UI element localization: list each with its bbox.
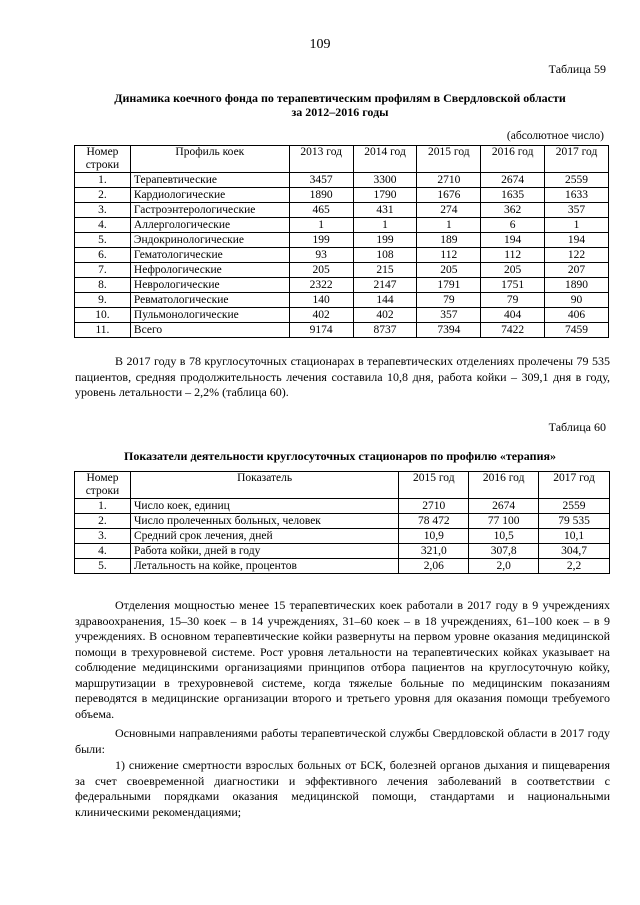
table-cell: 8737 <box>353 323 417 338</box>
table-cell: 1890 <box>289 188 353 203</box>
table-row <box>75 559 610 574</box>
table-59 <box>74 145 609 338</box>
table-cell: 465 <box>289 203 353 218</box>
table-cell: Пульмонологические <box>130 308 289 323</box>
table-cell: 402 <box>289 308 353 323</box>
table-row <box>75 218 609 233</box>
table-cell: 9174 <box>289 323 353 338</box>
paragraph-3: Основными направлениями работы терапевтической службы Свердловской области в 2017 году были: <box>75 726 610 756</box>
table-cell: 78 472 <box>399 514 469 529</box>
table-cell: 1633 <box>545 188 609 203</box>
table-cell: 199 <box>289 233 353 248</box>
table-59-header-cell: Профиль коек <box>130 146 289 173</box>
table-cell: 205 <box>481 263 545 278</box>
table-cell: Эндокринологические <box>130 233 289 248</box>
table-cell: 3457 <box>289 173 353 188</box>
table-cell: Работа койки, дней в году <box>130 544 398 559</box>
table-cell: 108 <box>353 248 417 263</box>
table-cell: 2710 <box>417 173 481 188</box>
table-row <box>75 308 609 323</box>
table-cell: 189 <box>417 233 481 248</box>
table-row <box>75 323 609 338</box>
table-59-label: Таблица 59 <box>548 62 606 76</box>
table-cell: 1. <box>75 173 131 188</box>
table-60-title: Показатели деятельности круглосуточных стационаров по профилю «терапия» <box>124 449 556 463</box>
table-cell: 304,7 <box>539 544 610 559</box>
table-59-header-cell: 2016 год <box>481 146 545 173</box>
table-cell: 79 <box>481 293 545 308</box>
table-cell: Кардиологические <box>130 188 289 203</box>
table-cell: 1676 <box>417 188 481 203</box>
table-cell: 2559 <box>539 499 610 514</box>
table-cell: Летальность на койке, процентов <box>130 559 398 574</box>
table-cell: 2,2 <box>539 559 610 574</box>
table-row <box>75 188 609 203</box>
table-row <box>75 263 609 278</box>
table-cell: 1635 <box>481 188 545 203</box>
table-cell: 93 <box>289 248 353 263</box>
table-cell: Гематологические <box>130 248 289 263</box>
table-cell: 1. <box>75 499 131 514</box>
table-60-header-cell: Номер строки <box>75 472 131 499</box>
table-cell: 3. <box>75 529 131 544</box>
table-cell: Неврологические <box>130 278 289 293</box>
table-60-label: Таблица 60 <box>548 420 606 434</box>
table-cell: 144 <box>353 293 417 308</box>
table-cell: 1 <box>545 218 609 233</box>
table-cell: 2559 <box>545 173 609 188</box>
table-cell: 357 <box>417 308 481 323</box>
table-59-unit-note: (абсолютное число) <box>506 130 604 142</box>
table-cell: Число пролеченных больных, человек <box>130 514 398 529</box>
table-cell: Нефрологические <box>130 263 289 278</box>
table-cell: 10,5 <box>469 529 539 544</box>
table-cell: 4. <box>75 544 131 559</box>
table-row <box>75 529 610 544</box>
table-cell: 402 <box>353 308 417 323</box>
table-cell: 2,06 <box>399 559 469 574</box>
table-cell: 6. <box>75 248 131 263</box>
table-cell: 140 <box>289 293 353 308</box>
table-row <box>75 293 609 308</box>
page-number: 109 <box>309 37 331 52</box>
table-cell: 3300 <box>353 173 417 188</box>
table-cell: 7394 <box>417 323 481 338</box>
table-row <box>75 203 609 218</box>
table-cell: 7459 <box>545 323 609 338</box>
table-cell: 79 535 <box>539 514 610 529</box>
table-cell: 321,0 <box>399 544 469 559</box>
table-59-header-cell: 2014 год <box>353 146 417 173</box>
table-cell: Средний срок лечения, дней <box>130 529 398 544</box>
table-cell: 1890 <box>545 278 609 293</box>
table-cell: 7. <box>75 263 131 278</box>
table-60-header-cell: Показатель <box>130 472 398 499</box>
table-cell: 3. <box>75 203 131 218</box>
table-cell: Аллергологические <box>130 218 289 233</box>
table-cell: 79 <box>417 293 481 308</box>
table-59-body <box>75 173 609 338</box>
table-59-header-cell: Номер строки <box>75 146 131 173</box>
table-cell: 6 <box>481 218 545 233</box>
table-cell: 7422 <box>481 323 545 338</box>
table-cell: 2,0 <box>469 559 539 574</box>
table-row <box>75 173 609 188</box>
paragraph-4: 1) снижение смертности взрослых больных от БСК, болезней органов дыхания и пищеварения за счет своевременной диагностики и эффективного лечения заболеваний в соответствии с федеральными порядками оказания медицинской помощи, стандартами и национальными клиническими рекомендациями; <box>75 758 610 819</box>
table-cell: Ревматологические <box>130 293 289 308</box>
table-cell: 5. <box>75 233 131 248</box>
table-60-header-cell: 2017 год <box>539 472 610 499</box>
table-row <box>75 248 609 263</box>
table-59-title-line2: за 2012–2016 годы <box>291 105 389 119</box>
table-cell: 274 <box>417 203 481 218</box>
table-cell: Терапевтические <box>130 173 289 188</box>
table-cell: 9. <box>75 293 131 308</box>
table-59-header-cell: 2015 год <box>417 146 481 173</box>
table-59-header-row <box>75 146 609 173</box>
table-cell: 4. <box>75 218 131 233</box>
table-cell: 1 <box>289 218 353 233</box>
table-cell: 194 <box>545 233 609 248</box>
table-cell: 357 <box>545 203 609 218</box>
table-cell: 2. <box>75 514 131 529</box>
table-cell: 2674 <box>481 173 545 188</box>
table-cell: 307,8 <box>469 544 539 559</box>
table-cell: 194 <box>481 233 545 248</box>
table-60-body <box>75 499 610 574</box>
table-row <box>75 278 609 293</box>
table-cell: 199 <box>353 233 417 248</box>
table-cell: 2322 <box>289 278 353 293</box>
table-cell: 2. <box>75 188 131 203</box>
table-59-title <box>70 91 610 119</box>
table-60-header-cell: 2015 год <box>399 472 469 499</box>
table-59-header-cell: 2013 год <box>289 146 353 173</box>
table-cell: 122 <box>545 248 609 263</box>
table-59-title-line1: Динамика коечного фонда по терапевтическим профилям в Свердловской области <box>114 91 566 105</box>
table-cell: 1791 <box>417 278 481 293</box>
table-cell: 11. <box>75 323 131 338</box>
table-cell: 8. <box>75 278 131 293</box>
table-cell: 431 <box>353 203 417 218</box>
table-row <box>75 233 609 248</box>
table-cell: 207 <box>545 263 609 278</box>
table-cell: 10,9 <box>399 529 469 544</box>
table-cell: Всего <box>130 323 289 338</box>
table-60-header-row <box>75 472 610 499</box>
table-cell: 90 <box>545 293 609 308</box>
paragraph-2: Отделения мощностью менее 15 терапевтических коек работали в 2017 году в 9 учреждениях здравоохранения, 15–30 коек – в 14 учреждениях, 31–60 коек – в 18 учреждениях, 61–100 коек – в 9 учреждениях. В основном терапевтические койки развернуты на первом уровне оказания медицинской помощи в трехуровневой системе. Рост уровня летальности на терапевтических койках указывает на соблюдение медицинскими организациями принципов отбора пациентов на круглосуточную койку, маршрутизации в трехуровневой системе, когда тяжелые больные по медицинским показаниям переводятся в медицинские организации второго и третьего уровня для оказания помощи требуемого объема. <box>75 598 610 721</box>
table-60-header-cell: 2016 год <box>469 472 539 499</box>
table-cell: Гастроэнтерологические <box>130 203 289 218</box>
table-cell: 404 <box>481 308 545 323</box>
table-cell: 1751 <box>481 278 545 293</box>
table-60 <box>74 471 610 574</box>
table-row <box>75 499 610 514</box>
table-59-header-cell: 2017 год <box>545 146 609 173</box>
table-cell: 215 <box>353 263 417 278</box>
table-cell: 77 100 <box>469 514 539 529</box>
table-cell: 5. <box>75 559 131 574</box>
table-cell: 1 <box>417 218 481 233</box>
table-cell: 1 <box>353 218 417 233</box>
table-cell: 10,1 <box>539 529 610 544</box>
table-cell: 10. <box>75 308 131 323</box>
table-cell: 112 <box>481 248 545 263</box>
table-cell: Число коек, единиц <box>130 499 398 514</box>
paragraph-1: В 2017 году в 78 круглосуточных стационарах в терапевтических отделениях пролечены 79 535 пациентов, средняя продолжительность лечения составила 10,8 дня, работа койки – 309,1 дня в году, уровень летальности – 2,2% (таблица 60). <box>75 354 610 399</box>
table-cell: 406 <box>545 308 609 323</box>
table-cell: 112 <box>417 248 481 263</box>
table-cell: 2674 <box>469 499 539 514</box>
table-row <box>75 514 610 529</box>
table-cell: 362 <box>481 203 545 218</box>
table-row <box>75 544 610 559</box>
table-cell: 2710 <box>399 499 469 514</box>
table-cell: 205 <box>289 263 353 278</box>
table-cell: 205 <box>417 263 481 278</box>
table-cell: 1790 <box>353 188 417 203</box>
table-cell: 2147 <box>353 278 417 293</box>
